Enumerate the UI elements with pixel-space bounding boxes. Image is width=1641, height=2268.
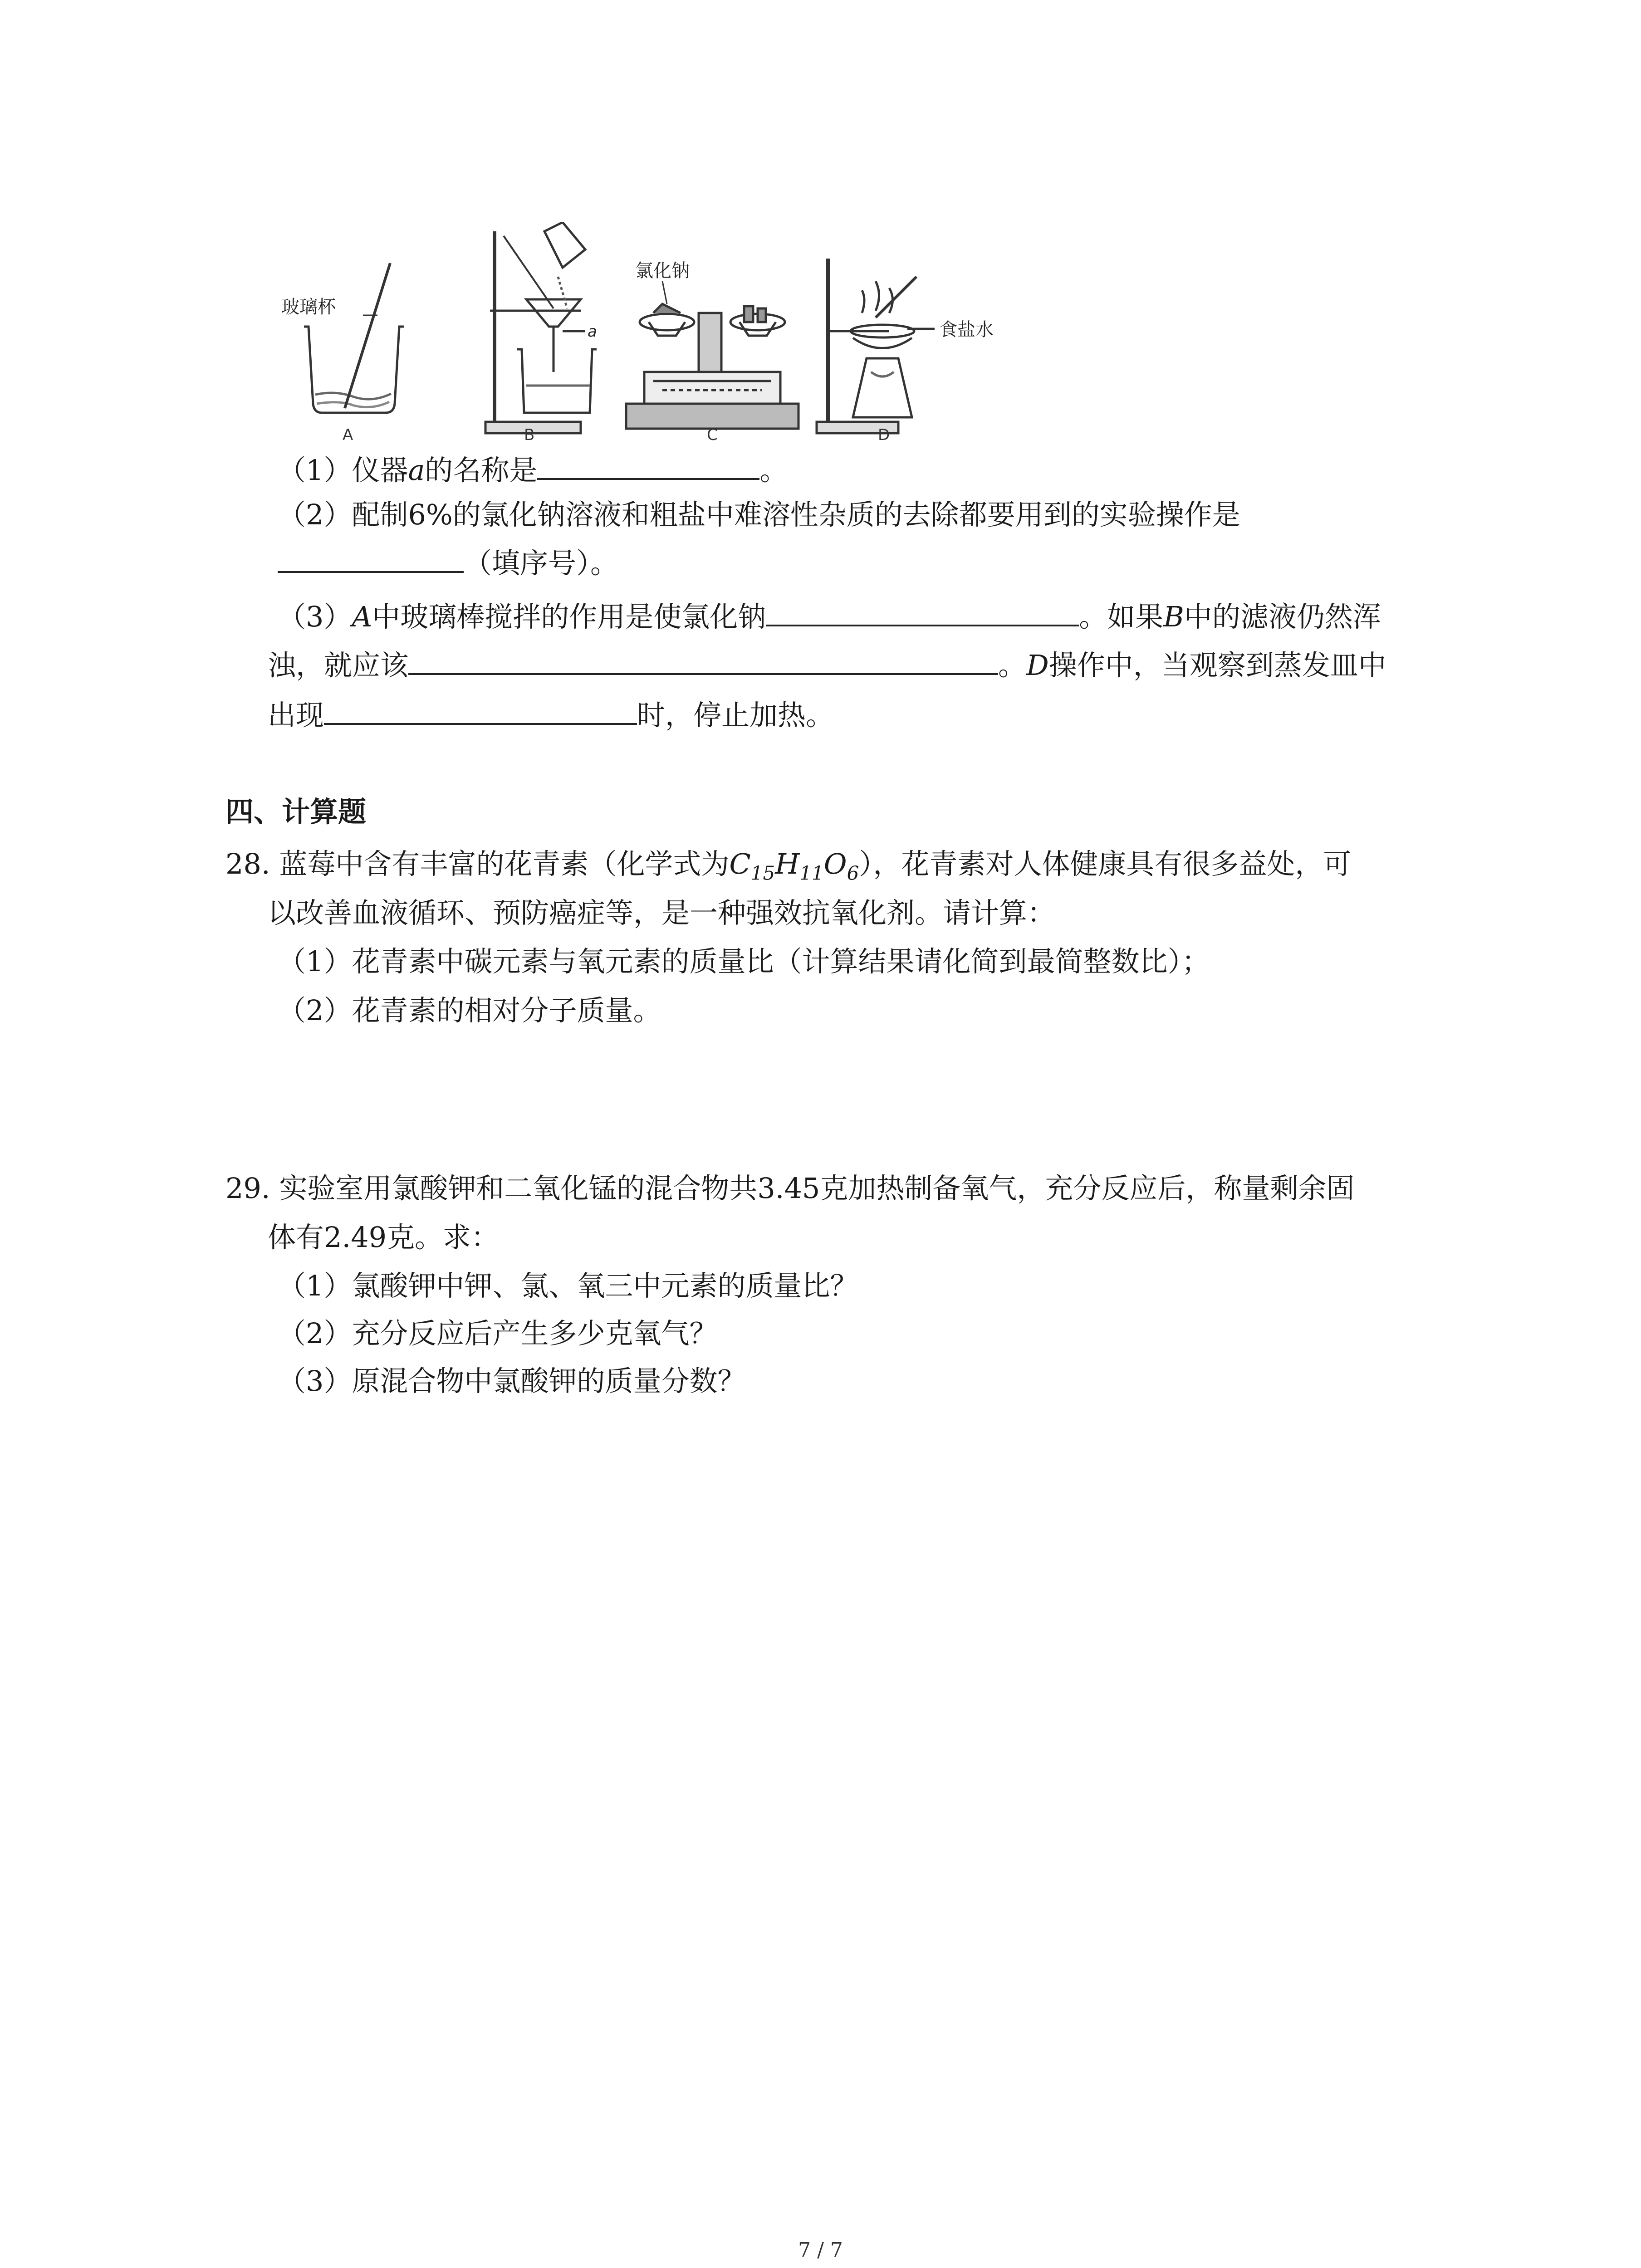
label-a: a: [588, 323, 597, 341]
apparatus-c-balance: [626, 304, 798, 429]
answer-blank-operation[interactable]: [278, 542, 464, 573]
q29-line1: 29. 实验室用氯酸钾和二氧化锰的混合物共3.45克加热制备氧气，充分反应后，称量剩余固: [225, 1172, 1355, 1205]
q28-line2: 以改善血液循环、预防癌症等，是一种强效抗氧化剂。请计算：: [268, 896, 1056, 929]
answer-blank-turbid[interactable]: [408, 644, 998, 675]
label-B: B: [524, 426, 535, 444]
q27-part3-line3: 出现 时，停止加热。: [268, 694, 834, 733]
q29-part1: （1）氯酸钾中钾、氯、氧三中元素的质量比？: [278, 1269, 858, 1302]
apparatus-b-filtration: [485, 222, 597, 433]
q28-line1: 28. 蓝莓中含有丰富的花青素（化学式为$C_{15}H_{11}O_6$），花青素对人体健康具有很多益处，可: [225, 847, 1352, 885]
q27-part1: （1）仪器a的名称是 。: [278, 449, 788, 489]
q29-line2: 体有2.49克。求：: [268, 1221, 500, 1254]
formula-anthocyanin: $C_{15}H_{11}O_6$: [729, 847, 859, 885]
q28-part2: （2）花青素的相对分子质量。: [278, 994, 661, 1027]
apparatus-d-evaporation: [817, 259, 935, 433]
apparatus-a-beaker: [304, 263, 404, 413]
q27-part3-line1: （3）A中玻璃棒搅拌的作用是使氯化钠 。如果B中的滤液仍然浑: [278, 596, 1381, 635]
apparatus-figure: [272, 222, 1452, 454]
label-C: C: [707, 426, 718, 444]
q29-part2: （2）充分反应后产生多少克氧气？: [278, 1317, 718, 1350]
q27-part2-line2: （填序号）。: [278, 542, 618, 582]
section-4-title: 四、计算题: [225, 795, 367, 828]
label-nacl: 氯化钠: [635, 260, 690, 281]
q27-part2-line1: （2）配制6%的氯化钠溶液和粗盐中难溶性杂质的去除都要用到的实验操作是: [278, 498, 1240, 531]
label-D: D: [878, 426, 890, 444]
answer-blank-instrument-a[interactable]: [537, 449, 759, 480]
label-glass-cup: 玻璃杯: [281, 297, 336, 318]
answer-blank-stirring[interactable]: [766, 596, 1079, 626]
q29-part3: （3）原混合物中氯酸钾的质量分数？: [278, 1364, 746, 1398]
q28-part1: （1）花青素中碳元素与氧元素的质量比（计算结果请化简到最简整数比）；: [278, 945, 1210, 978]
label-A: A: [343, 426, 353, 444]
page-number: 7 / 7: [798, 2239, 843, 2262]
q27-part3-line2: 浊，就应该 。D操作中，当观察到蒸发皿中: [268, 644, 1386, 684]
label-salt-water: 食盐水: [939, 319, 994, 340]
answer-blank-evaporation[interactable]: [324, 694, 637, 725]
